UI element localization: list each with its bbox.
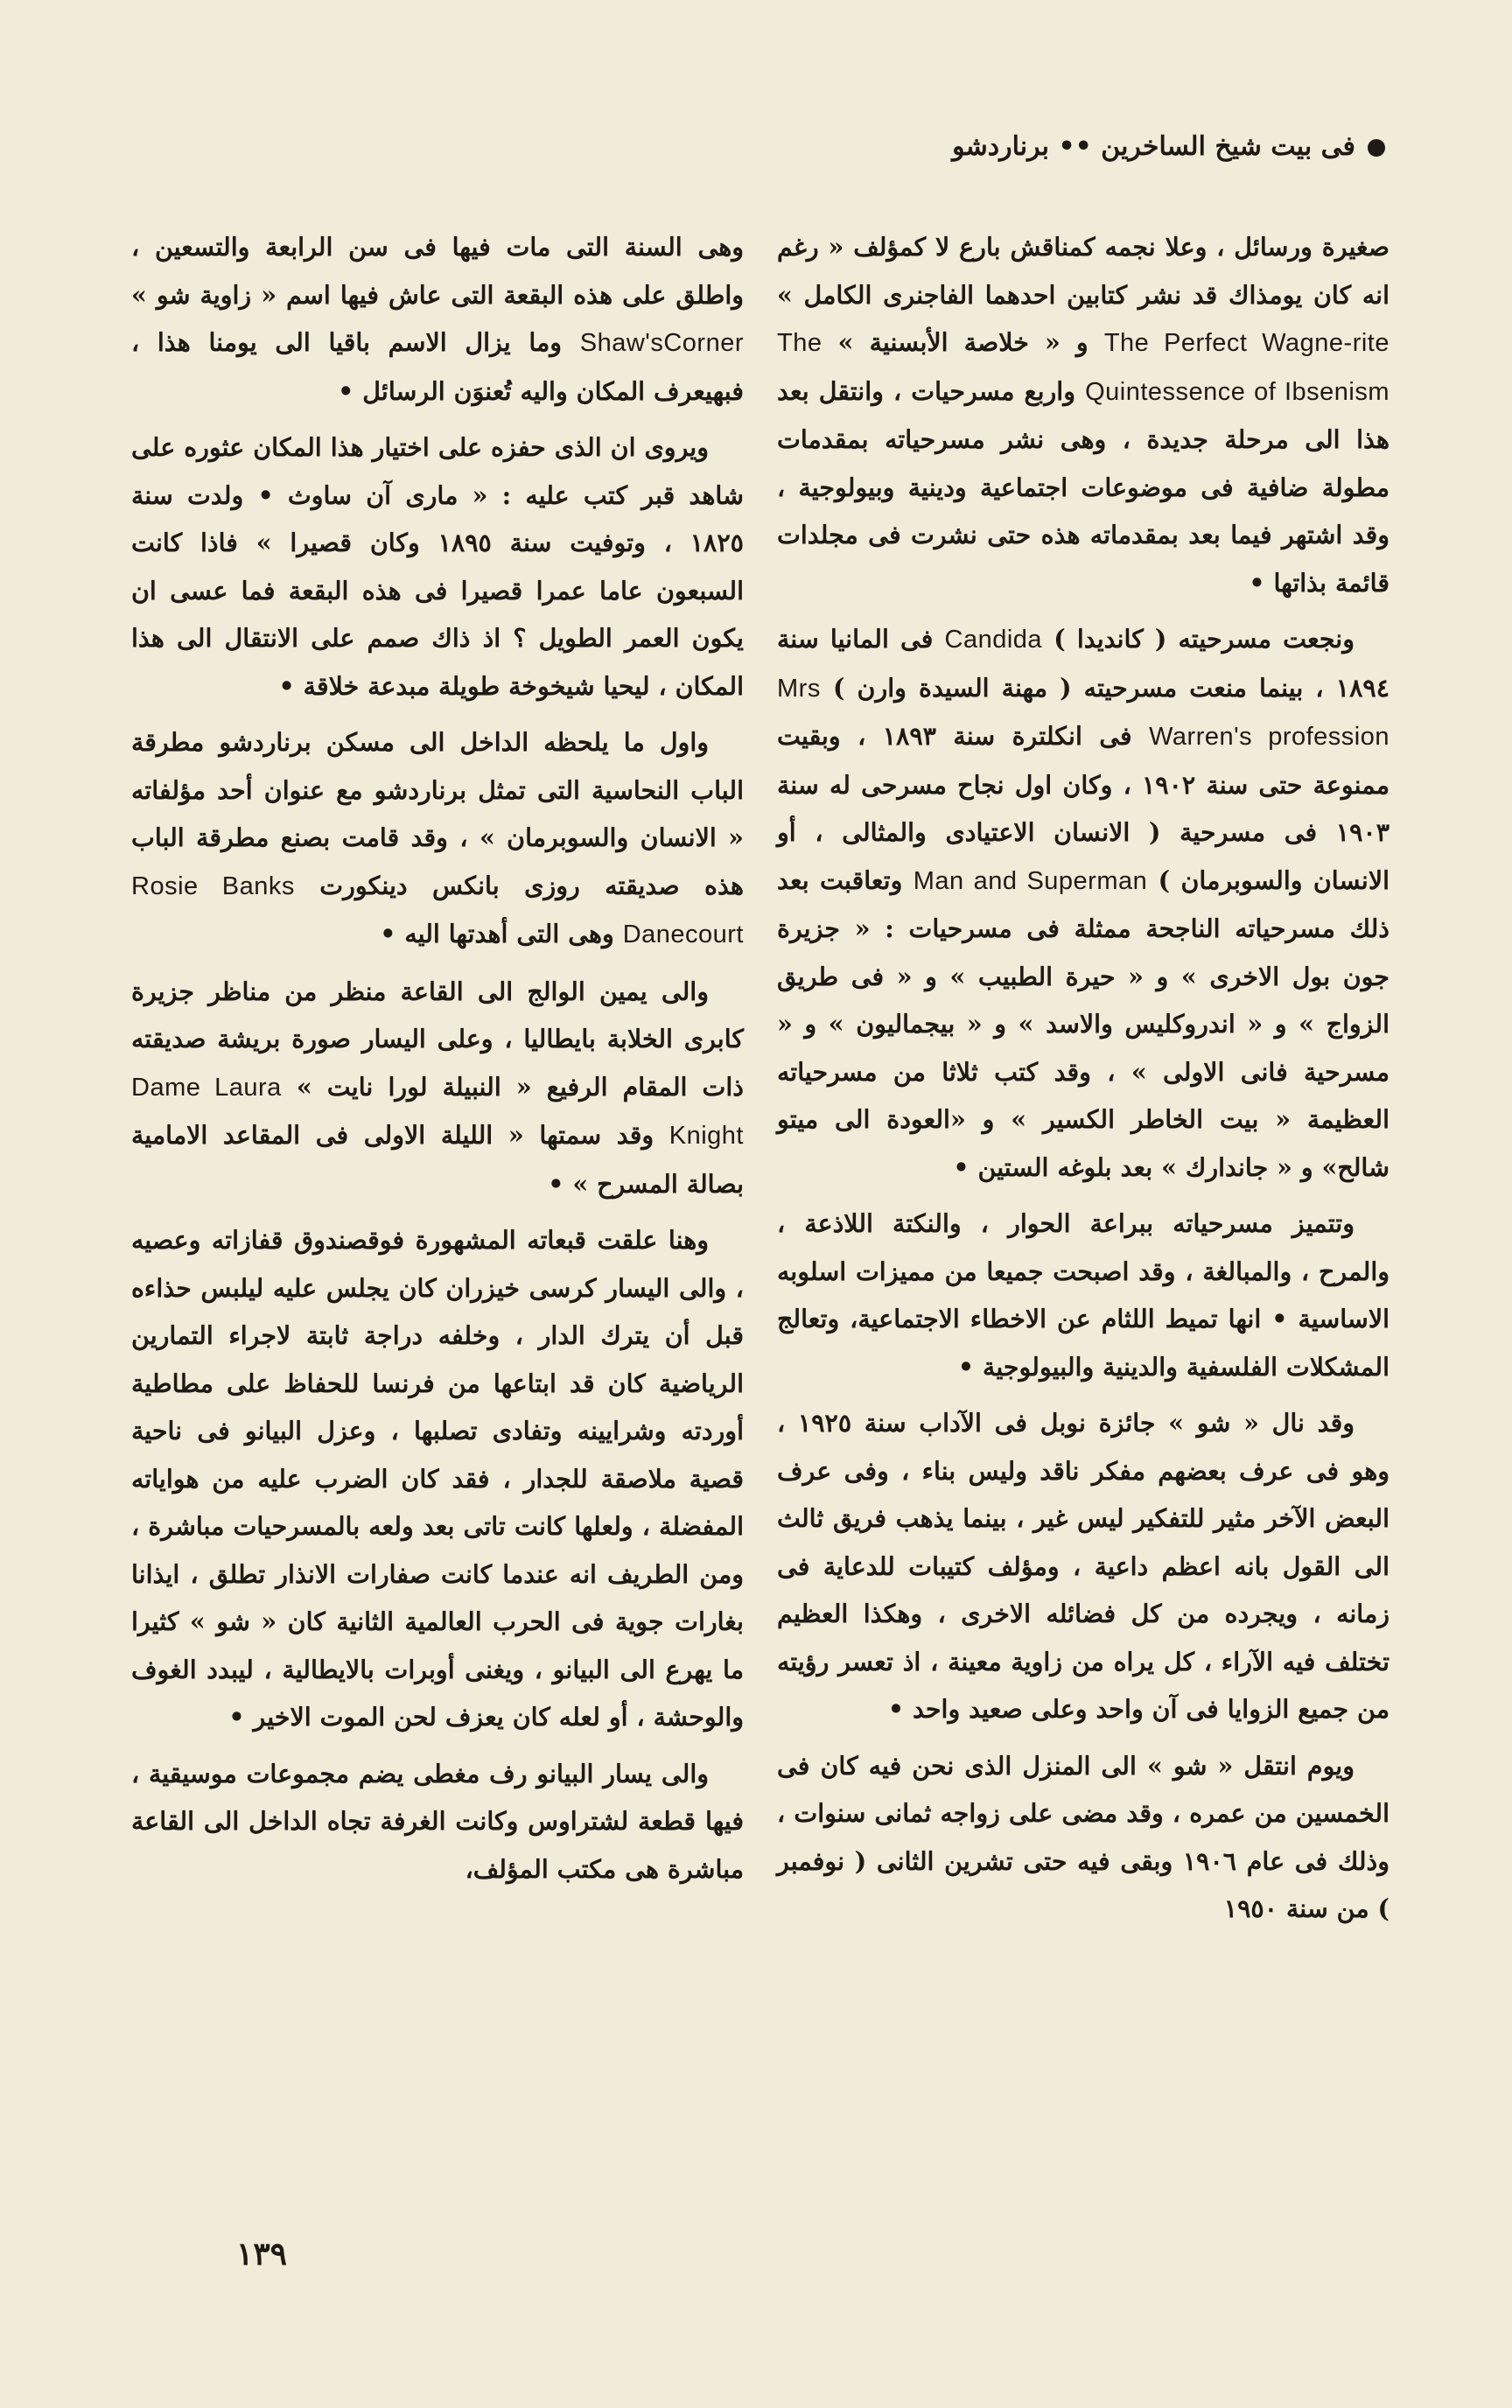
article-paragraph (131, 223, 744, 415)
page-number: ١٣٩ (236, 2236, 288, 2272)
left-text-column (131, 223, 744, 1901)
paragraph-text: والى يمين الوالج الى القاعة منظر من مناظر جزيرة كابرى الخلابة بايطاليا ، وعلى اليسار صورة بريشة صديقته ذات المقام الرفيع « النبيلة لورا نايت » (131, 976, 744, 1102)
paragraph-text: وهى السنة التى مات فيها فى سن الرابعة والتسعين ، واطلق على هذه البقعة التى عاش فيها اسم « زاوية شو » (131, 232, 744, 310)
article-paragraph (131, 968, 744, 1208)
article-paragraph (777, 223, 1390, 606)
article-paragraph (777, 1200, 1390, 1390)
paragraph-text: وتتميز مسرحياته ببراعة الحوار ، والنكتة اللاذعة ، والمرح ، والمبالغة ، وقد اصبحت جميعا من مميزات اسلوبه الاساسية • انها تميط اللثام عن الاخطاء الاجتماعية، وتعالج المشكلات الفلسفية والدينية والبيولوجية • (777, 1208, 1390, 1382)
bullet-icon (1368, 139, 1385, 157)
paragraph-text: صغيرة ورسائل ، وعلا نجمه كمناقش بارع لا كمؤلف « رغم انه كان يومذاك قد نشر كتابين احدهما الفاجنرى الكامل » (777, 232, 1390, 310)
paragraph-text: فى المانيا سنة ١٨٩٤ ، بينما منعت مسرحيته ( مهنة السيدة وارن ) (777, 624, 1390, 703)
paragraph-text: واول ما يلحظه الداخل الى مسكن برناردشو مطرقة الباب النحاسية التى تمثل برناردشو مع عنوان أحد مؤلفاته « الانسان والسوبرمان » ، وقد قامت بصنع مطرقة الباب هذه صديقته روزى بانكس دينكورت (131, 727, 744, 900)
article-paragraph (131, 1216, 744, 1741)
paragraph-text: وقد نال « شو » جائزة نوبل فى الآداب سنة ١٩٢٥ ، وهو فى عرف بعضهم مفكر ناقد وليس بناء ، وفى عرف البعض الآخر مثير للتفكير ليس غير ، بينما يذهب فريق ثالث الى القول بانه اعظم داعية ، ومؤلف كتيبات للدعاية فى زمانه ، ويجرده من كل فضائله الاخرى ، وهكذا العظيم تختلف فيه الآراء ، كل يراه من زاوية معينة ، اذ تعسر رؤيته من جميع الزوايا فى آن واحد وعلى صعيد واحد • (777, 1408, 1390, 1724)
article-paragraph (131, 1750, 744, 1894)
right-text-column (777, 223, 1390, 1942)
header-title: فى بيت شيخ الساخرين •• برناردشو (952, 131, 1355, 162)
latin-term: Rosie Banks Danecourt (131, 872, 744, 948)
paragraph-text: وهنا علقت قبعاته المشهورة فوقصندوق قفازاته وعصيه ، والى اليسار كرسى خيزران كان يجلس عليه ليلبس حذاءه قبل أن يترك الدار ، وخلفه دراجة ثابتة لاجراء التمارين الرياضية كان قد ابتاعها من فرنسا للحفاظ على مطاطية أوردته وشرايينه وتفادى تصلبها ، وعزل البيانو فى ناحية قصية ملاصقة للجدار ، فقد كان الضرب عليه من هواياته المفضلة ، ولعلها كانت تاتى بعد ولعه بالمسرحيات مباشرة ، ومن الطريف انه عندما كانت صفارات الانذار تطلق ، ايذانا بغارات جوية فى الحرب العالمية الثانية كان « شو » كثيرا ما يهرع الى البيانو ، ويغنى أوبرات بالايطالية ، ليبدد الغوف والوحشة ، أو لعله كان يعزف لحن الموت الاخير • (131, 1225, 744, 1732)
latin-term: Mrs Warren's profession (777, 674, 1390, 751)
paragraph-text: فى انكلترة سنة ١٨٩٣ ، وبقيت ممنوعة حتى سنة ١٩٠٢ ، وكان اول نجاح مسرحى له سنة ١٩٠٣ فى مسرحية ( الانسان الاعتيادى والمثالى ، أو الانسان والسوبرمان ) (777, 721, 1390, 895)
paragraph-text: وهى التى أهدتها اليه • (380, 919, 623, 948)
article-paragraph (777, 615, 1390, 1191)
paragraph-text: واربع مسرحيات ، وانتقل بعد هذا الى مرحلة جديدة ، وهى نشر مسرحياته بمقدمات مطولة ضافية فى موضوعات اجتماعية ودينية وبيولوجية ، وقد اشتهر فيما بعد بمقدماته هذه حتى نشرت فى مجلدات قائمة بذاتها • (777, 375, 1390, 598)
paragraph-text: وقد سمتها « الليلة الاولى فى المقاعد الامامية بصالة المسرح » • (131, 1120, 744, 1199)
article-paragraph (131, 718, 744, 959)
article-paragraph (777, 1399, 1390, 1733)
paragraph-text: و « خلاصة الأبسنية » (822, 327, 1104, 357)
paragraph-text: ويوم انتقل « شو » الى المنزل الذى نحن فيه كان فى الخمسين من عمره ، وقد مضى على زواجه ثمانى سنوات ، وذلك فى عام ١٩٠٦ وبقى فيه حتى تشرين الثانى ( نوفمبر ) من سنة ١٩٥٠ (777, 1750, 1390, 1923)
latin-term: Candida (944, 626, 1043, 654)
latin-term: Dame Laura Knight (131, 1073, 744, 1150)
latin-term: The Quintessence of Ibsenism (777, 329, 1390, 406)
latin-term: Shaw'sCorner (579, 329, 744, 357)
paragraph-text: وما يزال الاسم باقيا الى يومنا هذا ، فبهيعرف المكان واليه تُعنوَن الرسائل • (131, 327, 744, 406)
latin-term: Man and Superman (913, 866, 1148, 895)
paragraph-text: ونجعت مسرحيته ( كانديدا ) (1042, 624, 1354, 654)
article-paragraph (131, 424, 744, 710)
latin-term: The Perfect Wagne-rite (1103, 329, 1390, 357)
paragraph-text: والى يسار البيانو رف مغطى يضم مجموعات موسيقية ، فيها قطعة لشتراوس وكانت الغرفة تجاه الداخل الى القاعة مباشرة هى مكتب المؤلف، (131, 1758, 744, 1884)
paragraph-text: ويروى ان الذى حفزه على اختيار هذا المكان عثوره على شاهد قبر كتب عليه : « مارى آن ساوث • ولدت سنة ١٨٢٥ ، وتوفيت سنة ١٨٩٥ وكان قصيرا » فاذا كانت السبعون عاما عمرا قصيرا فى هذه البقعة فما عسى ان يكون العمر الطويل ؟ اذ ذاك صمم على الانتقال الى هذا المكان ، ليحيا شيخوخة طويلة مبدعة خلاقة • (131, 432, 744, 701)
running-header (720, 131, 1385, 162)
article-paragraph (777, 1742, 1390, 1933)
paragraph-text: وتعاقبت بعد ذلك مسرحياته الناجحة ممثلة فى مسرحيات : « جزيرة جون بول الاخرى » و « حيرة الطبيب » و « فى طريق الزواج » و « اندروكليس والاسد » و « بيجماليون » و « مسرحية فانى الاولى » ، وقد كتب ثلاثا من مسرحياته العظيمة « بيت الخاطر الكسير » و «العودة الى ميتو شالح» و « جاندارك » بعد بلوغه الستين • (777, 864, 1390, 1182)
